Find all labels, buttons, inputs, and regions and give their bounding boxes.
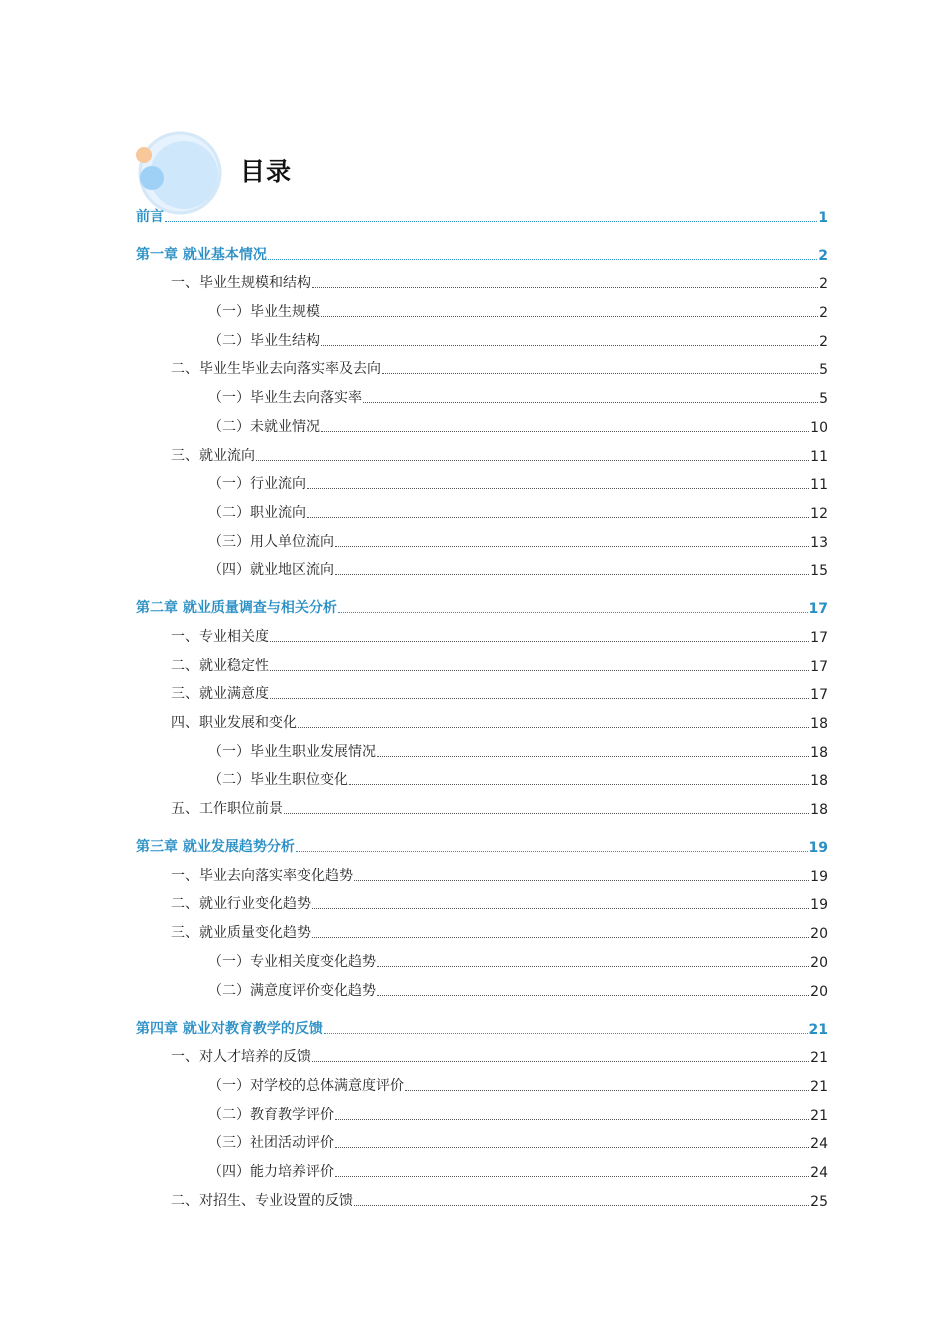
toc-chapter-entry[interactable] bbox=[136, 1003, 828, 1041]
toc-entry-page: 18 bbox=[810, 716, 828, 732]
toc-entry-page: 20 bbox=[810, 926, 828, 943]
toc-entry-page: 10 bbox=[810, 419, 828, 436]
toc-entry-label: 第一章 就业基本情况 bbox=[136, 246, 267, 263]
toc-chapter-entry[interactable] bbox=[136, 821, 828, 859]
toc-entry-page: 17 bbox=[810, 687, 828, 704]
dot-leader bbox=[363, 401, 818, 403]
toc-entry-label: 一、专业相关度 bbox=[171, 628, 269, 645]
dot-leader bbox=[377, 965, 809, 967]
dot-leader bbox=[324, 1032, 808, 1034]
toc-entry-label: 三、就业流向 bbox=[171, 447, 255, 464]
toc-entry[interactable] bbox=[136, 1184, 828, 1213]
toc-entry-page: 2 bbox=[819, 276, 828, 293]
dot-leader bbox=[335, 1175, 809, 1177]
toc-entry-label: （一）专业相关度变化趋势 bbox=[208, 953, 376, 970]
toc-entry[interactable] bbox=[136, 649, 828, 678]
toc-entry-label: （四）能力培养评价 bbox=[208, 1163, 334, 1180]
dot-leader bbox=[354, 879, 809, 881]
toc-entry[interactable] bbox=[136, 554, 828, 583]
toc-entry[interactable] bbox=[136, 295, 828, 324]
dot-leader bbox=[312, 286, 818, 288]
dot-leader bbox=[312, 907, 809, 909]
toc-entry[interactable] bbox=[136, 525, 828, 554]
toc-entry-page: 5 bbox=[819, 391, 828, 408]
toc-entry-page: 1 bbox=[818, 209, 828, 226]
dot-leader bbox=[338, 611, 808, 613]
toc-entry-page: 19 bbox=[810, 897, 828, 914]
toc-entry-page: 20 bbox=[810, 954, 828, 971]
toc-entry-page: 18 bbox=[810, 744, 828, 761]
toc-entry-label: （一）毕业生规模 bbox=[208, 304, 320, 321]
toc-entry-page: 15 bbox=[810, 563, 828, 580]
toc-entry[interactable] bbox=[136, 468, 828, 497]
toc-entry-page: 21 bbox=[810, 1078, 828, 1095]
dot-leader bbox=[270, 640, 809, 642]
toc-entry[interactable] bbox=[136, 1041, 828, 1070]
toc-entry[interactable] bbox=[136, 678, 828, 707]
toc-chapter-entry[interactable] bbox=[136, 229, 828, 267]
toc-entry[interactable] bbox=[136, 916, 828, 945]
toc-entry-label: 前言 bbox=[136, 208, 164, 225]
toc-entry-label: （一）毕业生去向落实率 bbox=[208, 390, 362, 407]
toc-entry-label: 二、就业行业变化趋势 bbox=[171, 896, 311, 913]
toc-entry-label: （二）毕业生结构 bbox=[208, 332, 320, 349]
toc-entry[interactable] bbox=[136, 1155, 828, 1184]
toc-entry[interactable] bbox=[136, 381, 828, 410]
dot-leader bbox=[270, 669, 809, 671]
toc-entry-label: 二、毕业生毕业去向落实率及去向 bbox=[171, 361, 381, 378]
dot-leader bbox=[268, 258, 817, 260]
dot-leader bbox=[377, 755, 809, 757]
toc-entry-label: 第四章 就业对教育教学的反馈 bbox=[136, 1020, 323, 1037]
toc-entry-page: 18 bbox=[810, 802, 828, 819]
toc-entry[interactable] bbox=[136, 764, 828, 793]
toc-entry-label: （四）就业地区流向 bbox=[208, 562, 334, 579]
toc-entry[interactable] bbox=[136, 353, 828, 382]
toc-entry[interactable] bbox=[136, 706, 828, 735]
toc-entry[interactable] bbox=[136, 620, 828, 649]
toc-entry[interactable] bbox=[136, 974, 828, 1003]
toc-entry[interactable] bbox=[136, 267, 828, 296]
page-title: 目录 bbox=[240, 157, 293, 186]
toc-entry-label: （一）毕业生职业发展情况 bbox=[208, 743, 376, 760]
toc-entry-label: 第二章 就业质量调查与相关分析 bbox=[136, 600, 337, 617]
dot-leader bbox=[354, 1204, 809, 1206]
toc-entry[interactable] bbox=[136, 410, 828, 439]
toc-entry-page: 19 bbox=[808, 840, 828, 857]
toc-entry-label: 二、对招生、专业设置的反馈 bbox=[171, 1192, 353, 1209]
toc-entry[interactable] bbox=[136, 735, 828, 764]
toc-entry-label: 四、职业发展和变化 bbox=[171, 715, 297, 731]
toc-entry[interactable] bbox=[136, 945, 828, 974]
toc-entry-label: （三）用人单位流向 bbox=[208, 533, 334, 550]
toc-entry-label: （二）毕业生职位变化 bbox=[208, 772, 348, 789]
toc-chapter-entry[interactable] bbox=[136, 200, 828, 229]
dot-leader bbox=[298, 726, 809, 728]
toc-entry-page: 24 bbox=[810, 1136, 828, 1153]
toc-entry[interactable] bbox=[136, 859, 828, 888]
toc-entry-label: 一、毕业生规模和结构 bbox=[171, 275, 311, 292]
toc-entry-page: 24 bbox=[810, 1164, 828, 1181]
dot-leader bbox=[335, 573, 809, 575]
toc-entry-label: （一）对学校的总体满意度评价 bbox=[208, 1077, 404, 1094]
dot-leader bbox=[312, 936, 809, 938]
dot-leader bbox=[321, 315, 818, 317]
dot-leader bbox=[165, 220, 817, 222]
toc-entry-page: 11 bbox=[810, 448, 828, 465]
dot-leader bbox=[349, 783, 809, 785]
toc-entry-page: 21 bbox=[810, 1050, 828, 1067]
toc-entry-page: 21 bbox=[810, 1107, 828, 1124]
dot-leader bbox=[307, 516, 809, 518]
toc-entry-page: 11 bbox=[810, 477, 828, 494]
toc-entry-label: 一、毕业去向落实率变化趋势 bbox=[171, 867, 353, 884]
toc-entry-page: 17 bbox=[808, 601, 828, 618]
dot-leader bbox=[382, 372, 818, 374]
toc-entry[interactable] bbox=[136, 1127, 828, 1156]
toc-entry-page: 17 bbox=[810, 629, 828, 646]
toc-entry-label: 三、就业质量变化趋势 bbox=[171, 925, 311, 942]
toc-entry-page: 21 bbox=[808, 1021, 828, 1038]
toc-entry[interactable] bbox=[136, 888, 828, 917]
toc-entry-page: 5 bbox=[819, 362, 828, 379]
dot-leader bbox=[377, 994, 809, 996]
dot-leader bbox=[296, 850, 808, 852]
toc-entry-label: 二、就业稳定性 bbox=[171, 657, 269, 674]
toc-entry-label: （一）行业流向 bbox=[208, 476, 306, 493]
toc-entry-page: 12 bbox=[810, 505, 828, 522]
dot-leader bbox=[284, 812, 809, 814]
toc-entry-page: 20 bbox=[810, 983, 828, 1000]
toc-entry[interactable] bbox=[136, 792, 828, 821]
toc-entry-label: 五、工作职位前景 bbox=[171, 801, 283, 818]
dot-leader bbox=[312, 1060, 809, 1062]
table-of-contents bbox=[136, 200, 828, 1213]
toc-entry[interactable] bbox=[136, 1098, 828, 1127]
toc-entry-page: 25 bbox=[810, 1193, 828, 1210]
dot-leader bbox=[335, 1146, 809, 1148]
toc-entry-page: 2 bbox=[818, 247, 828, 264]
toc-entry-page: 2 bbox=[819, 305, 828, 322]
toc-entry[interactable] bbox=[136, 1069, 828, 1098]
toc-chapter-entry[interactable] bbox=[136, 582, 828, 620]
toc-entry-page: 19 bbox=[810, 868, 828, 885]
toc-entry-label: （二）未就业情况 bbox=[208, 418, 320, 435]
dot-leader bbox=[321, 344, 818, 346]
dot-leader bbox=[335, 545, 809, 547]
dot-leader bbox=[335, 1118, 809, 1120]
toc-entry-label: （三）社团活动评价 bbox=[208, 1135, 334, 1152]
toc-entry-label: 第三章 就业发展趋势分析 bbox=[136, 839, 295, 856]
toc-entry[interactable] bbox=[136, 496, 828, 525]
dot-leader bbox=[321, 430, 809, 432]
toc-entry-label: （二）教育教学评价 bbox=[208, 1106, 334, 1123]
toc-entry-label: 一、对人才培养的反馈 bbox=[171, 1049, 311, 1066]
toc-entry[interactable] bbox=[136, 439, 828, 468]
toc-entry-page: 2 bbox=[819, 333, 828, 350]
toc-entry-page: 13 bbox=[810, 534, 828, 551]
dot-leader bbox=[405, 1089, 809, 1091]
toc-entry-label: （二）满意度评价变化趋势 bbox=[208, 982, 376, 999]
dot-leader bbox=[256, 459, 809, 461]
toc-entry-page: 17 bbox=[810, 658, 828, 675]
toc-entry-page: 18 bbox=[810, 773, 828, 790]
dot-leader bbox=[307, 487, 809, 489]
toc-entry-label: （二）职业流向 bbox=[208, 504, 306, 521]
dot-leader bbox=[270, 697, 809, 699]
toc-entry[interactable] bbox=[136, 324, 828, 353]
toc-entry-label: 三、就业满意度 bbox=[171, 686, 269, 703]
